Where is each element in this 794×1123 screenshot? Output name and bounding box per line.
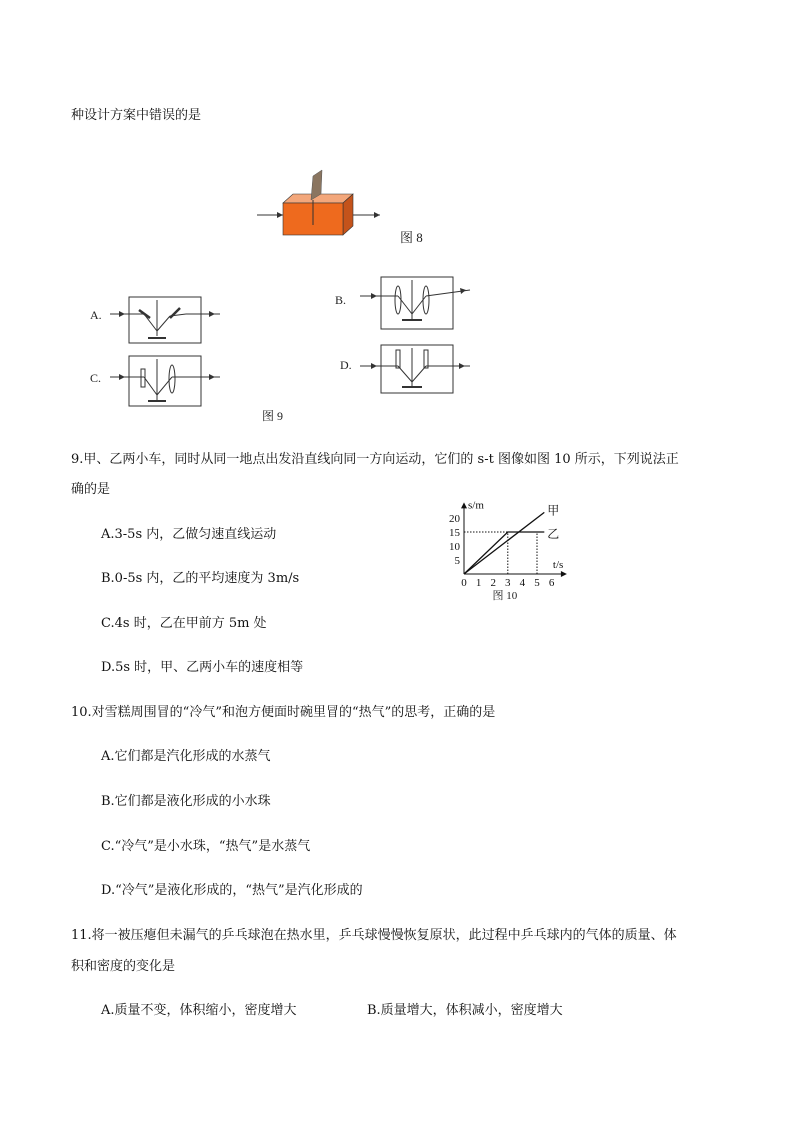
x-tick-label: 3 — [505, 577, 511, 589]
figure-10-st-chart — [430, 478, 590, 603]
q11-option-b: B.质量增大，体积减小，密度增大 — [367, 1003, 563, 1018]
fig9-option-b-label: B. — [335, 293, 347, 307]
q10-option-a: A.它们都是汽化形成的水蒸气 — [101, 749, 271, 764]
figure-8-caption: 图 8 — [400, 230, 423, 245]
q10-option-d: D.“冷气”是液化形成的，“热气”是汽化形成的 — [101, 883, 363, 898]
fig9-option-d-label: D. — [340, 358, 352, 372]
fig8-arrow-out — [353, 212, 380, 218]
fig9-diagram-b — [360, 276, 475, 331]
q9-stem-line1: 9.甲、乙两小车，同时从同一地点出发沿直线向同一方向运动，它们的 s-t 图像如图 10 所示，下列说法正 — [71, 452, 679, 467]
fig9-option-c-label: C. — [90, 371, 102, 385]
q11-stem-line2: 积和密度的变化是 — [71, 959, 176, 974]
y-tick-label: 15 — [449, 527, 460, 539]
x-axis-arrow — [561, 571, 567, 577]
x-tick-label: 2 — [490, 577, 496, 589]
q10-stem: 10.对雪糕周围冒的“冷气”和泡方便面时碗里冒的“热气”的思考，正确的是 — [71, 705, 496, 720]
series-label-jia: 甲 — [547, 503, 560, 518]
q9-stem-line2: 确的是 — [71, 482, 111, 497]
x-axis-label: t/s — [552, 559, 564, 571]
q11-option-a: A.质量不变，体积缩小，密度增大 — [101, 1003, 297, 1018]
fig9-diagram-c — [110, 355, 225, 410]
figure-10-caption: 图 10 — [492, 590, 518, 602]
figure-8-box — [255, 170, 390, 240]
series-label-yi: 乙 — [547, 527, 560, 541]
q9-option-a: A.3-5s 内，乙做匀速直线运动 — [101, 527, 277, 542]
q9-option-b: B.0-5s 内，乙的平均速度为 3m/s — [101, 571, 300, 586]
q9-option-d: D.5s 时，甲、乙两小车的速度相等 — [101, 660, 304, 675]
figure-9-caption: 图 9 — [262, 409, 284, 423]
y-axis-label: s/m — [468, 499, 484, 512]
y-tick-label: 20 — [449, 513, 460, 525]
intro-line: 种设计方案中错误的是 — [71, 108, 202, 123]
fig9-diagram-a — [110, 296, 225, 346]
q10-option-c: C.“冷气”是小水珠，“热气”是水蒸气 — [101, 839, 311, 854]
x-tick-label: 5 — [534, 577, 540, 589]
series-line-yi — [464, 532, 544, 574]
x-tick-label: 0 — [461, 577, 467, 589]
fig9-diagram-d — [360, 344, 475, 396]
x-tick-label: 1 — [475, 577, 482, 589]
series-line-jia — [464, 512, 544, 574]
y-axis-arrow — [461, 502, 467, 508]
x-tick-label: 4 — [519, 577, 526, 589]
q9-option-c: C.4s 时，乙在甲前方 5m 处 — [101, 616, 267, 631]
q10-option-b: B.它们都是液化形成的小水珠 — [101, 794, 271, 809]
y-tick-label: 10 — [449, 541, 460, 553]
x-tick-label: 6 — [548, 577, 555, 589]
fig8-arrow-in — [257, 212, 283, 218]
fig9-option-a-label: A. — [90, 308, 102, 322]
y-tick-label: 5 — [454, 555, 460, 567]
q11-stem-line1: 11.将一被压瘪但未漏气的乒乓球泡在热水里，乒乓球慢慢恢复原状，此过程中乒乓球内的气体的质量、体 — [71, 928, 677, 943]
